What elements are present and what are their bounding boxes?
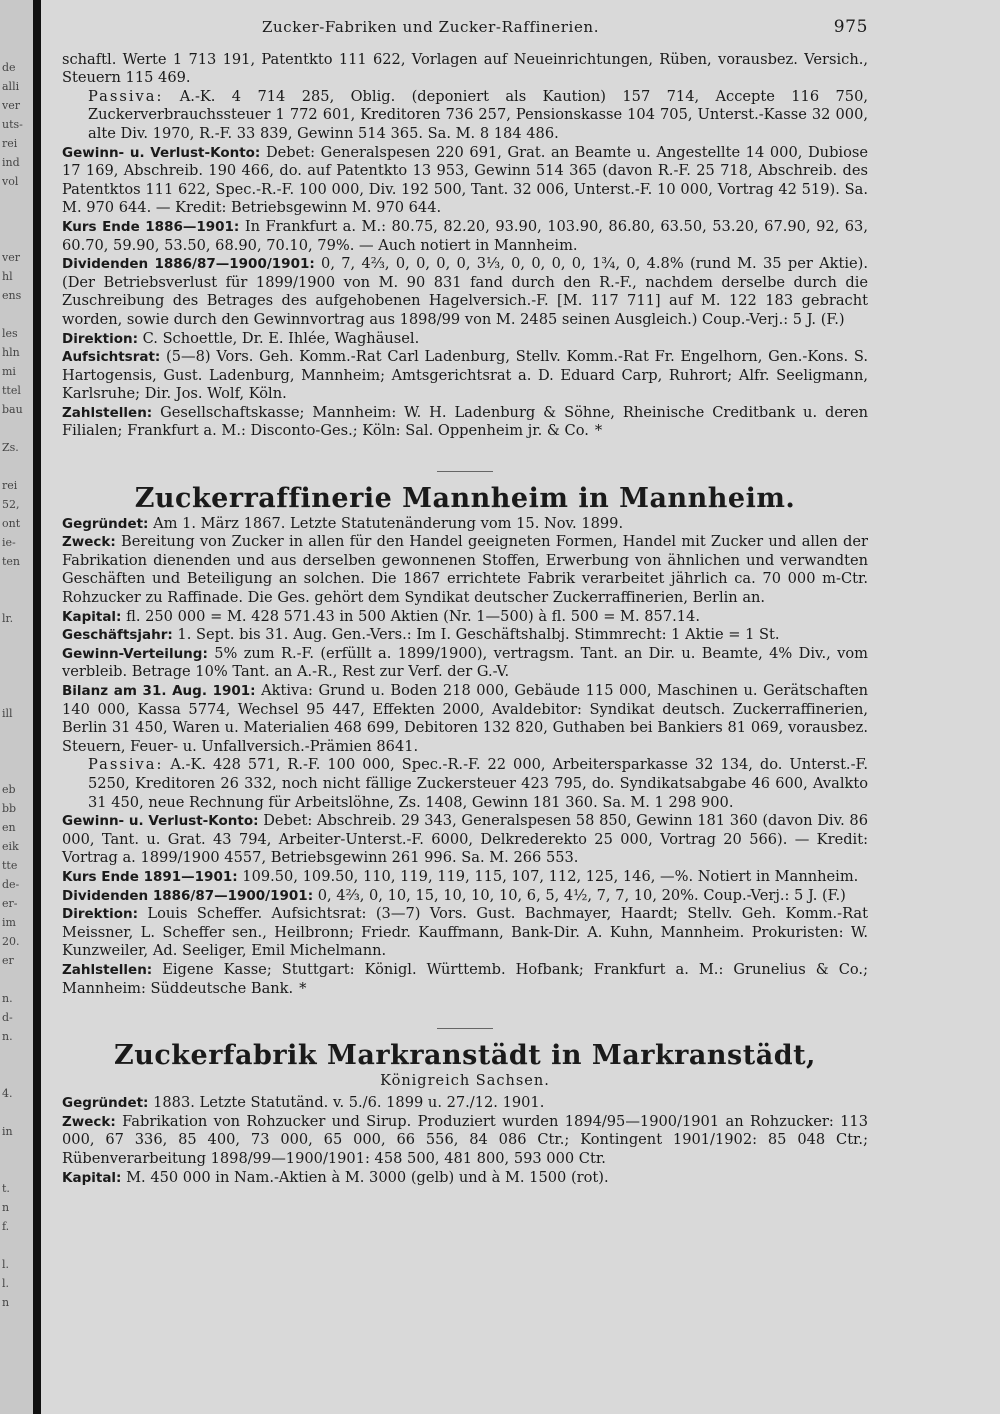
entry-label: Passiva: xyxy=(88,756,164,774)
entry-text: 0, 7, 4⅔, 0, 0, 0, 0, 3⅓, 0, 0, 0, 0, 1¾, 0, 4.8% (rund M. 35 per Aktie). (Der Betriebsverlust für 1899/1900 von M. 90 831 fand durch den R.-F., nachdem derselbe durch die Zuschreibung des Betrages des aufgehobenen Hagelversich.-F. [M. 117 711] auf M. 122 183 gebracht worden, sowie durch den Gewinnvortrag aus 1898/99 von M. 2485 seinen Ausgleich.) Coup.-Verj.: 5 J. (F.) xyxy=(62,255,868,328)
margin-fragment: n xyxy=(2,1296,10,1309)
margin-fragment: er xyxy=(2,954,14,967)
margin-fragment: 20. xyxy=(2,935,20,948)
margin-fragment xyxy=(2,1238,30,1257)
entry-label: Gegründet: xyxy=(62,1095,149,1112)
margin-fragment: ens xyxy=(2,289,22,302)
margin-fragment: ill xyxy=(2,707,13,720)
margin-fragment: rei xyxy=(2,479,18,492)
binding-line xyxy=(33,0,41,1414)
entry-paragraph xyxy=(62,887,868,906)
entry-text: Eigene Kasse; Stuttgart: Königl. Württemb. Hofbank; Frankfurt a. M.: Grunelius & Co.; Mannheim: Süddeutsche Bank. xyxy=(62,960,868,997)
section-divider xyxy=(437,471,493,472)
entry-paragraph xyxy=(62,608,868,627)
entry-text: 5% zum R.-F. (erfüllt a. 1899/1900), vertragsm. Tant. an Dir. u. Beamte, 4% Div., vom verbleib. Betrage 10% Tant. an A.-R., Rest zur Verf. der G.-V. xyxy=(62,644,868,681)
margin-fragment xyxy=(2,744,30,763)
entry-text: 1. Sept. bis 31. Aug. Gen.-Vers.: Im I. Geschäftshalbj. Stimmrecht: 1 Aktie = 1 St. xyxy=(172,626,780,644)
margin-fragment: im xyxy=(2,916,16,929)
margin-fragment: eb xyxy=(2,783,16,796)
entry-text: Debet: Abschreib. 29 343, Generalspesen 58 850, Gewinn 181 360 (davon Div. 86 000, Tant. u. Grat. 43 794, Arbeiter-Unterst.-F. 6000, Delkrederekto 25 000, Vortrag 20 566). — Kredit: Vortrag a. 1899/1900 4557, Betriebsgewinn 261 996. Sa. M. 266 553. xyxy=(62,812,869,867)
margin-fragment: vol xyxy=(2,175,19,188)
margin-fragment xyxy=(2,1162,30,1181)
entry-paragraph xyxy=(62,645,868,682)
running-head xyxy=(62,18,868,37)
margin-fragment: les xyxy=(2,327,18,340)
margin-fragment xyxy=(2,763,30,782)
margin-fragment xyxy=(2,649,30,668)
margin-fragment xyxy=(2,231,30,250)
section-body-markranstaedt xyxy=(62,1094,868,1187)
margin-fragment xyxy=(2,307,30,326)
margin-fragment: n xyxy=(2,1201,10,1214)
entry-text: In Frankfurt a. M.: 80.75, 82.20, 93.90, 103.90, 86.80, 63.50, 53.20, 67.90, 92, 63, 60.70, 59.90, 53.50, 68.90, 70.10, 79%. — Auch notiert in Mannheim. xyxy=(62,217,868,254)
margin-fragment: de xyxy=(2,61,16,74)
margin-fragment: hl xyxy=(2,270,13,283)
entry-paragraph xyxy=(62,533,868,607)
entry-text: A.-K. 4 714 285, Oblig. (deponiert als Kaution) 157 714, Accepte 116 750, Zuckerverbrauchssteuer 1 772 601, Kreditoren 736 257, Pensionskasse 104 705, Unterst.-Kasse 32 000, alte Div. 1970, R.-F. 33 839, Gewinn 514 365. Sa. M. 8 184 486. xyxy=(88,87,868,142)
margin-fragment: ont xyxy=(2,517,21,530)
running-head-title: Zucker-Fabriken und Zucker-Raffinerien. xyxy=(262,18,600,36)
entry-label: Kapital: xyxy=(62,608,122,625)
margin-fragment: n. xyxy=(2,992,13,1005)
entry-text: Aktiva: Grund u. Boden 218 000, Gebäude 115 000, Maschinen u. Gerätschaften 140 000, Kassa 5774, Wechsel 95 447, Effekten 2000, Avaldebitor: Syndikat deutsch. Zuckerraffinerien, Berlin 31 450, Waren u. Materialien 468 699, Debitoren 132 820, Guthaben bei Bankiers 81 069, vorausbez. Steuern, Feuer- u. Unfallversich.-Prämien 8641. xyxy=(62,682,868,755)
margin-fragment xyxy=(2,459,30,478)
margin-fragment: en xyxy=(2,821,16,834)
entry-text: C. Schoettle, Dr. E. Ihlée, Waghäusel. xyxy=(138,329,420,347)
entry-label: Gewinn- u. Verlust-Konto: xyxy=(62,813,259,830)
entry-paragraph xyxy=(62,255,868,329)
margin-fragment: ver xyxy=(2,251,20,264)
margin-fragment: de- xyxy=(2,878,20,891)
margin-fragments xyxy=(2,60,30,1314)
entry-paragraph xyxy=(62,144,868,218)
entry-label: Dividenden 1886/87—1900/1901: xyxy=(62,887,314,904)
margin-fragment: bau xyxy=(2,403,23,416)
margin-fragment: d- xyxy=(2,1011,13,1024)
margin-fragment xyxy=(2,592,30,611)
margin-fragment xyxy=(2,668,30,687)
margin-fragment xyxy=(2,573,30,592)
margin-fragment: uts- xyxy=(2,118,23,131)
margin-fragment: ver xyxy=(2,99,20,112)
entry-paragraph xyxy=(62,626,868,645)
entry-text: Debet: Generalspesen 220 691, Grat. an Beamte u. Angestellte 14 000, Dubiose 17 169, Abschreib. 190 466, do. auf Patentkto 13 953, Gewinn 514 365 (davon R.-F. 25 718, Abschreib. des Patentktos 111 622, Spec.-R.-F. 100 000, Div. 192 500, Tant. 32 006, Unterst.-F. 10 000, Vortrag 42 519). Sa. M. 970 644. — Kredit: Betriebsgewinn M. 970 644. xyxy=(62,143,868,217)
section-body-mannheim xyxy=(62,515,868,998)
margin-fragment: ttel xyxy=(2,384,21,397)
entry-text: Gesellschaftskasse; Mannheim: W. H. Ladenburg & Söhne, Rheinische Creditbank u. deren Filialen; Frankfurt a. M.: Disconto-Ges.; Köln: Sal. Oppenheim jr. & Co. xyxy=(62,403,868,440)
entry-label: Gewinn- u. Verlust-Konto: xyxy=(62,144,261,161)
section-subtitle: Königreich Sachsen. xyxy=(380,1072,550,1089)
page-number: 975 xyxy=(833,17,868,37)
entry-paragraph xyxy=(62,218,868,255)
entry-label: Direktion: xyxy=(62,906,138,923)
margin-fragment: t. xyxy=(2,1182,10,1195)
entry-label: Aufsichtsrat: xyxy=(62,349,161,366)
entry-paragraph xyxy=(62,1169,868,1188)
entry-paragraph xyxy=(62,348,868,404)
section-title-mannheim: Zuckerraffinerie Mannheim in Mannheim. xyxy=(134,483,796,515)
entry-paragraph xyxy=(62,88,868,144)
entry-text: 0, 4⅔, 0, 10, 15, 10, 10, 10, 6, 5, 4½, 7, 7, 10, 20%. Coup.-Verj.: 5 J. (F.) xyxy=(313,886,846,904)
margin-fragment: hln xyxy=(2,346,20,359)
margin-fragment xyxy=(2,1143,30,1162)
entry-paragraph xyxy=(62,682,868,756)
margin-fragment: l. xyxy=(2,1277,10,1290)
entry-label: Zweck: xyxy=(62,534,116,551)
margin-fragment xyxy=(2,1048,30,1067)
entry-paragraph xyxy=(62,905,868,961)
entry-paragraph xyxy=(62,404,868,441)
entry-label: Geschäftsjahr: xyxy=(62,627,173,644)
margin-fragment xyxy=(2,1067,30,1086)
margin-fragment xyxy=(2,630,30,649)
entry-paragraph xyxy=(62,868,868,887)
entry-label: Zahlstellen: xyxy=(62,961,153,978)
entry-paragraph xyxy=(62,1094,868,1113)
margin-fragment: in xyxy=(2,1125,13,1138)
margin-fragment xyxy=(2,421,30,440)
entry-paragraph xyxy=(62,330,868,349)
entry-star: * xyxy=(299,979,307,997)
page-gutter xyxy=(0,0,40,1414)
margin-fragment: ind xyxy=(2,156,20,169)
entry-paragraph xyxy=(62,756,868,812)
margin-fragment: ten xyxy=(2,555,21,568)
entry-label: Dividenden 1886/87—1900/1901: xyxy=(62,256,315,273)
entry-label: Direktion: xyxy=(62,330,138,347)
margin-fragment xyxy=(2,687,30,706)
margin-fragment: alli xyxy=(2,80,20,93)
entry-label: Bilanz am 31. Aug. 1901: xyxy=(62,683,256,699)
entry-label: Kurs Ende 1891—1901: xyxy=(62,868,238,885)
margin-fragment xyxy=(2,212,30,231)
entry-paragraph xyxy=(62,812,868,868)
entry-paragraph xyxy=(62,51,868,88)
section-divider xyxy=(437,1028,493,1029)
entry-label: Passiva: xyxy=(88,87,164,105)
entry-paragraph xyxy=(62,515,868,534)
document-page xyxy=(62,18,868,1187)
margin-fragment: mi xyxy=(2,365,16,378)
margin-fragment xyxy=(2,725,30,744)
margin-fragment: l. xyxy=(2,1258,10,1271)
entry-label: Kapital: xyxy=(62,1169,122,1186)
entry-label: Gewinn-Verteilung: xyxy=(62,645,208,662)
entry-paragraph xyxy=(62,1113,868,1169)
entry-star: * xyxy=(594,422,603,440)
entry-text: (5—8) Vors. Geh. Komm.-Rat Carl Ladenburg, Stellv. Komm.-Rat Fr. Engelhorn, Gen.-Kons. S. Hartogensis, Gust. Ladenburg, Mannheim; Amtsgerichtsrat a. D. Eduard Carp, Ruhrort; Alfr. Seeligmann, Karlsruhe; Dir. Jos. Wolf, Köln. xyxy=(62,348,868,403)
margin-fragment: 4. xyxy=(2,1087,13,1100)
entry-text: M. 450 000 in Nam.-Aktien à M. 3000 (gelb) und à M. 1500 (rot). xyxy=(121,1168,609,1186)
margin-fragment: lr. xyxy=(2,612,14,625)
margin-fragment xyxy=(2,1105,30,1124)
entry-text: Louis Scheffer. Aufsichtsrat: (3—7) Vors. Gust. Bachmayer, Haardt; Stellv. Geh. Komm.-Rat Meissner, L. Scheffer sen., Heilbronn; Friedr. Kauffmann, Bank-Dir. A. Kuhn, Mannheim. Prokuristen: W. Kunzweiler, Ad. Seeliger, Emil Michelmann. xyxy=(62,905,868,960)
margin-fragment: rei xyxy=(2,137,18,150)
margin-fragment xyxy=(2,972,30,991)
margin-fragment: bb xyxy=(2,802,17,815)
margin-fragment: f. xyxy=(2,1220,10,1233)
section-title-markranstaedt: Zuckerfabrik Markranstädt in Markranstädt, xyxy=(114,1040,816,1072)
entry-text: 1883. Letzte Statutänd. v. 5./6. 1899 u. 27./12. 1901. xyxy=(148,1094,545,1112)
entry-text: Am 1. März 1867. Letzte Statutenänderung vom 15. Nov. 1899. xyxy=(148,514,624,532)
entry-label: Kurs Ende 1886—1901: xyxy=(62,218,240,235)
margin-fragment: tte xyxy=(2,859,18,872)
entry-text: Bereitung von Zucker in allen für den Handel geeigneten Formen, Handel mit Zucker und allen der Fabrikation dienenden und aus derselben gewonnenen Stoffen, Erwerbung von ähnlichen und verwandten Geschäften und Beteiligung an solchen. Die 1867 errichtete Fabrik verarbeitet jährlich ca. 70 000 m-Ctr. Rohzucker zu Raffinade. Die Ges. gehört dem Syndikat deutscher Zuckerraffinerien, Berlin an. xyxy=(62,533,868,607)
entry-text: A.-K. 428 571, R.-F. 100 000, Spec.-R.-F. 22 000, Arbeitersparkasse 32 134, do. Unterst.-F. 5250, Kreditoren 26 332, noch nicht fällige Zuckersteuer 423 795, do. Syndikatsabgabe 46 600, Avalkto 31 450, neue Rechnung für Arbeitslöhne, Zs. 1408, Gewinn 181 360. Sa. M. 1 298 900. xyxy=(88,756,868,811)
entry-text: 109.50, 109.50, 110, 119, 119, 115, 107, 112, 125, 146, —%. Notiert in Mannheim. xyxy=(237,867,859,885)
margin-fragment: ie- xyxy=(2,536,16,549)
margin-fragment: Zs. xyxy=(2,441,19,454)
entry-label: Zweck: xyxy=(62,1113,116,1130)
margin-fragment: er- xyxy=(2,897,18,910)
entry-paragraph xyxy=(62,961,868,998)
entry-text: fl. 250 000 = M. 428 571.43 in 500 Aktien (Nr. 1—500) à fl. 500 = M. 857.14. xyxy=(121,607,700,625)
entry-label: Gegründet: xyxy=(62,515,149,532)
entry-text: schaftl. Werte 1 713 191, Patentkto 111 622, Vorlagen auf Neueinrichtungen, Rüben, vorausbez. Versich., Steuern 115 469. xyxy=(62,50,868,87)
entry-text: Fabrikation von Rohzucker und Sirup. Produziert wurden 1894/95—1900/1901 an Rohzucker: 113 000, 67 336, 85 400, 73 000, 65 000, 66 556, 84 086 Ctr.; Kontingent 1901/1902: 85 048 Ctr.; Rübenverarbeitung 1898/99—1900/1901: 458 500, 481 800, 593 000 Ctr. xyxy=(62,1112,868,1168)
continuation-block xyxy=(62,51,868,441)
margin-fragment xyxy=(2,193,30,212)
margin-fragment: 52, xyxy=(2,498,20,511)
margin-fragment: n. xyxy=(2,1030,13,1043)
margin-fragment: eik xyxy=(2,840,19,853)
entry-label: Zahlstellen: xyxy=(62,404,153,421)
